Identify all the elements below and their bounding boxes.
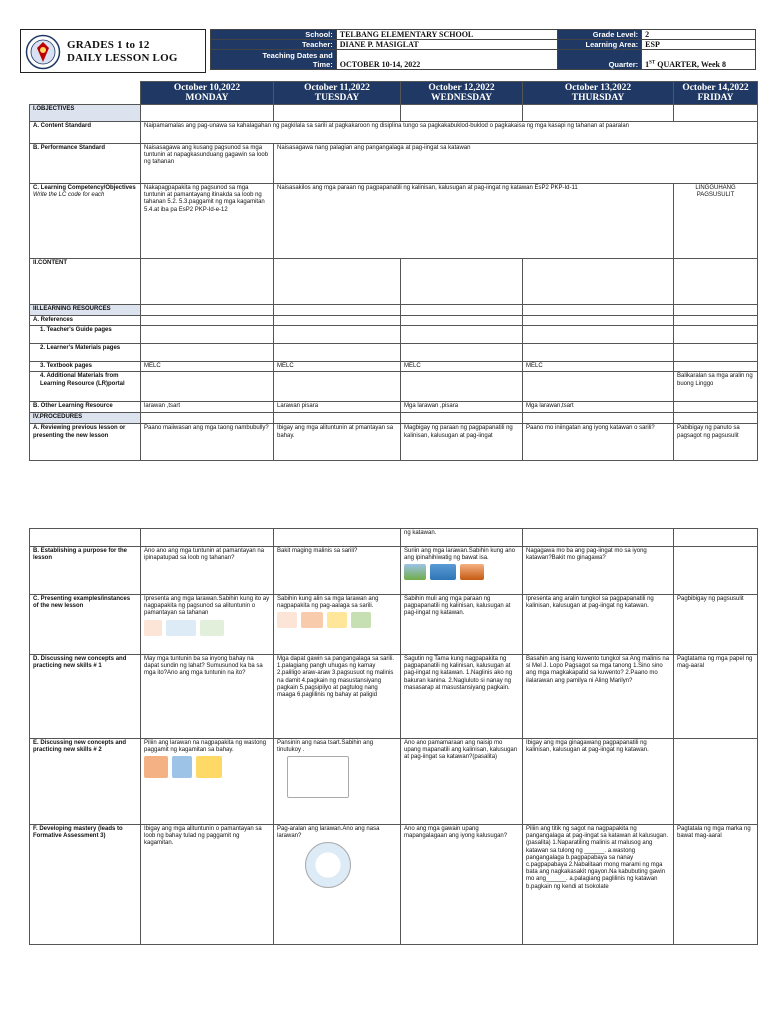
grade-value: 2 [642,30,756,40]
quarter-value: 1ST QUARTER, Week 8 [642,50,756,70]
picture-row [404,564,519,580]
competency-tue-thu: Naisasakilos ang mga paraan ng pagpapanatili ng kalinisan, kalusugan at pag-iingat ng katawan EsP2 PKP-Id-11 [274,184,674,259]
illustration-icon [172,756,192,778]
teacher-value: DIANE P. MASIGLAT [336,40,558,50]
content-standard: Naipamamalas ang pag-unawa sa kahalagahan ng pagkilala sa sarili at pagkakaroon ng disiplina tungo sa pagkakabuklod-buklod o pagkakaisa ng mga kasapi ng tahanan at paaralan [141,122,758,144]
area-value: ESP [642,40,756,50]
day-tuesday: October 11,2022 TUESDAY [274,82,401,105]
header [20,29,756,75]
day-header-row [30,82,758,105]
form-title: GRADES 1 to 12 DAILY LESSON LOG [67,39,178,64]
competency-monday: Nakapagpapakita ng pagsunod sa mga tuntunin at pamantayang itinakda sa loob ng tahanan 5.2. 5.3.paggamit ng mga kagamitan 5.4.at iba pa EsP2 PKP-Id-e-12 [141,184,274,259]
dates-value: OCTOBER 10-14, 2022 [336,50,558,70]
performance-standard: Naisasagawa nang palagian ang pangangalaga at pag-iingat sa katawan [274,144,758,184]
lesson-log-table-page2: ng katawan. B. Establishing a purpose for the lesson Ano ano ang mga tuntunin at pamantayan na ipinapatupad sa loob ng tahanan? Bakit maging malinis sa sarili? Suriin ang mga larawan.Sabihin kung ano ang ipinahihiwatig ng bawat isa. Nagagawa mo ba ang pag-iingat mo sa iyong katawan?Bakit mo ginagawa? C. Presenting examples/instances of the new lesson Ipresenta ang mga larawan.Sabihin kung ito ay nagpapakita ng pagsunod sa alituntunin o pamantayan sa tahanan Sabihin kung alin sa mga larawan ang nagpapakita ng pag-aalaga sa sarili. Sabihin muli ang mga paraan ng pagpapanatili ng kalinisan, kalusugan at pag-iingat ng katawan. Ipresenta ang aralin tungkol sa pagpapanatili ng kalinisan, kalusugan at pag-iingat ng katawan. Pagbibigay ng pagsusulit D. Discussing new concepts and practicing new skills # 1 May mga tuntunin ba sa inyong bahay na dapat sundin ng lahat? Sumusunod ka ba sa mga ito?Ano ang mga tuntunin na ito? Mga dapat gawin sa pangangalaga sa sarili. 1.palagiang pangh uhugas ng kamay 2.paliligo araw-araw 3.pagsusuot ng malinis na damit 4.pagkain ng masustansiyang pagkain 5.pagsipilyo at pagtulog nang maaga 6.paglilinis ng bahay at paligid Sagutin ng Tama kung nagpapakita ng pagpapanatili ng kalinisan, kalusugan at pag-iingat ng katawan. 1.Naglinis ako ng bakuran kanina. 2.Nagluluto si nanay ng masasarap at masustansiyang pagkain. Basahin ang isang kuwento tungkol sa Ang malinis na si Mel J. Lopo Pagsagot sa mga tanong 1.Sino sino ang mga magkakapatid sa kuwento? 2.Paano mo ilalarawan ang pamilya ni Aling Marilyn? Pagtatama ng mga papel ng mag-aaral E. Discussing new concepts and practicing new skills # 2 Piliin ang larawan na nagpapakita ng wastong paggamit ng kagamitan sa bahay. Pansinin ang nasa tsart.Sabihin ang tinutukoy . Ano ano pamamaraan ang naisip mo upang mapanatili ang kalinisan, kalusugan at pag-iingat sa katawan?(pasalita) Ibigay ang mga ginagawang pagpapanatili ng kalinisan, kalusugan at pag-iingat ng katawan. F. Developing mastery (leads to Formative Assessment 3) Ibigay ang mga alituntunin o pamantayan sa loob ng bahay tulad ng paggamit ng kagamitan. Pag-aralan ang larawan.Ano ang nasa larawan? Ano ang mga gawain upang mapangalagaan ang iyong kalusugan? Piliin ang titik ng sagot na nagpapakita ng pangangalaga at pag-iingat sa katawan at kalusugan.(pasalita) 1.Naparatiling malinis at malusog ang katawan sa tulong ng ______. a.wastong pangangalaga b.pagpapabaya sa nanay c.pagpapabaya 2.Nabalitaan mong marami ng mga bata ang nagkakasakit ngayon.Na kabubuting gawin mo ang______. a.palagiang paglilinis ng katawan b.pagkain ng kendi at tsokolate Pagtatala ng mga marka ng bawat mag-aaral [29,528,758,945]
day-friday: October 14,2022 FRIDAY [674,82,758,105]
illustration-icon [327,612,347,628]
competency-friday: LINGGUHANG PAGSUSULIT [674,184,758,259]
content-heading: II.CONTENT [30,259,141,305]
objectives-heading: I.OBJECTIVES [30,105,141,122]
day-monday: October 10,2022 MONDAY [141,82,274,105]
illustration-icon [277,612,297,628]
illustration-icon [144,620,162,636]
illustration-icon [430,564,456,580]
illustration-icon [404,564,426,580]
illustration-icon [166,620,196,636]
logo-box [20,29,206,73]
performance-standard-monday: Naisasagawa ang kusang pagsunod sa mga tuntunin at napagkasunduang gagawin sa loob ng tahanan [141,144,274,184]
header-info-table: School: TELBANG ELEMENTARY SCHOOL Grade Level: 2 Teacher: DIANE P. MASIGLAT Learning Area: ESP Teaching Dates and Time: OCTOBER 10-14, 2022 Quarter: 1ST QUARTER, Week 8 [210,29,756,70]
illustration-icon [196,756,222,778]
day-wednesday: October 12,2022 WEDNESDAY [401,82,523,105]
illustration-icon [301,612,323,628]
chart-illustration-icon [287,756,349,798]
school-value: TELBANG ELEMENTARY SCHOOL [336,30,558,40]
deped-seal-icon [25,34,61,70]
activities-illustration-icon [305,842,351,888]
illustration-icon [351,612,371,628]
illustration-icon [144,756,168,778]
day-thursday: October 13,2022 THURSDAY [523,82,674,105]
illustration-icon [200,620,224,636]
illustration-icon [460,564,484,580]
lesson-log-table-page1: October 10,2022 MONDAY October 11,2022 TUESDAY October 12,2022 WEDNESDAY October 13,2022 THURSDAY October 14,2022 FRIDAY I.OBJECTIVES A. Content Standard Naipamamalas ang pag-unawa sa kahalagahan ng pagkilala sa sarili at pagkakaroon ng disiplina tungo sa pagkakabuklod-buklod o pagkakaisa ng mga kasapi ng tahanan at paaralan B. Performance Standard Naisasagawa ang kusang pagsunod sa mga tuntunin at napagkasunduang gagawin sa loob ng tahanan Naisasagawa nang palagian ang pangangalaga at pag-iingat sa katawan C. Learning Competency/Objectives Write the LC code for each Nakapagpapakita ng pagsunod sa mga tuntunin at pamantayang itinakda sa loob ng tahanan 5.2. 5.3.paggamit ng mga kagamitan 5.4.at iba pa EsP2 PKP-Id-e-12 Naisasakilos ang mga paraan ng pagpapanatili ng kalinisan, kalusugan at pag-iingat ng katawan EsP2 PKP-Id-11 LINGGUHANG PAGSUSULIT II.CONTENT III.LEARNING RESOURCES A. References 1. Teacher's Guide pages 2. Learner's Materials pages 3. Textbook pages MELC MELC MELC MELC 4. Additional Materials from Learning Resource (LR)portal Balikaralan sa mga aralin ng buong Linggo B. Other Learning Resource larawan ,tsart Larawan pisara Mga larawan ,pisara Mga larawan,tsart IV.PROCEDURES A. Reviewing previous lesson or presenting the new lesson Paano maiiwasan ang mga taong nambubully? Ibigay ang mga alituntunin at pmantayan sa bahay. Magbigay ng paraan ng pagpapanatili ng kalinisan, kalusugan at pag-iingat Paano mo iniingatan ang iyong katawan o sarili? Pabibigay ng panuto sa pagsagot ng pagsusulit [29,81,758,461]
